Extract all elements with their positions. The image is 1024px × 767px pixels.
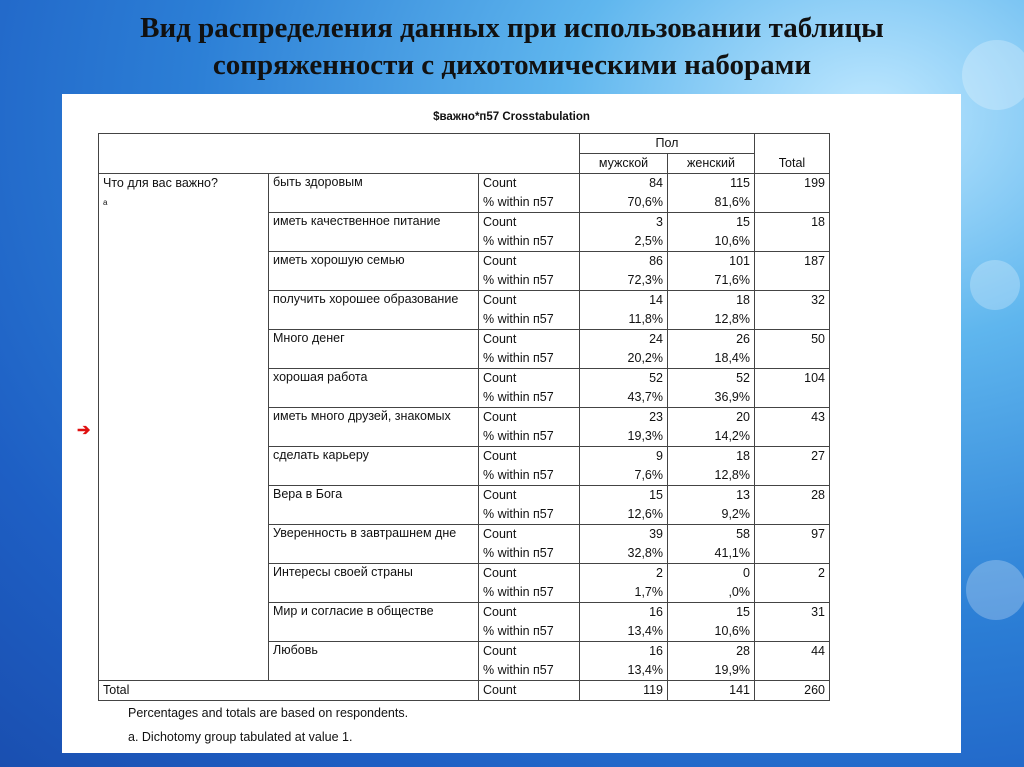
stat-pct-label: % within п57 — [479, 310, 580, 330]
male-count: 15 — [580, 486, 668, 506]
stat-count-label: Count — [479, 486, 580, 506]
row-label: иметь много друзей, знакомых — [269, 408, 479, 447]
header-blank — [99, 134, 580, 174]
row-label: Интересы своей страны — [269, 564, 479, 603]
row-total: 104 — [755, 369, 830, 408]
female-count: 18 — [668, 291, 755, 311]
male-pct: 72,3% — [580, 271, 668, 291]
male-count: 24 — [580, 330, 668, 350]
total-row-label: Total — [99, 681, 479, 701]
row-label: хорошая работа — [269, 369, 479, 408]
row-label: сделать карьеру — [269, 447, 479, 486]
row-total: 199 — [755, 174, 830, 213]
stat-pct-label: % within п57 — [479, 544, 580, 564]
row-label: быть здоровым — [269, 174, 479, 213]
female-pct: 71,6% — [668, 271, 755, 291]
female-pct: 10,6% — [668, 232, 755, 252]
female-count: 20 — [668, 408, 755, 428]
male-pct: 7,6% — [580, 466, 668, 486]
row-label: получить хорошее образование — [269, 291, 479, 330]
female-count: 52 — [668, 369, 755, 389]
male-count: 23 — [580, 408, 668, 428]
female-count: 13 — [668, 486, 755, 506]
stat-count-label: Count — [479, 213, 580, 233]
female-pct: 41,1% — [668, 544, 755, 564]
row-label: Уверенность в завтрашнем дне — [269, 525, 479, 564]
slide-title — [0, 10, 1024, 84]
male-pct: 70,6% — [580, 193, 668, 213]
row-total: 27 — [755, 447, 830, 486]
female-count: 28 — [668, 642, 755, 662]
stat-count-label: Count — [479, 369, 580, 389]
total-all: 260 — [755, 681, 830, 701]
male-count: 2 — [580, 564, 668, 584]
spss-output-sheet — [62, 94, 961, 753]
male-count: 16 — [580, 642, 668, 662]
female-pct: 18,4% — [668, 349, 755, 369]
female-count: 115 — [668, 174, 755, 194]
male-pct: 43,7% — [580, 388, 668, 408]
female-count: 101 — [668, 252, 755, 272]
stat-pct-label: % within п57 — [479, 427, 580, 447]
male-count: 52 — [580, 369, 668, 389]
dichotomy-superscript: a — [103, 198, 108, 207]
female-pct: 12,8% — [668, 310, 755, 330]
slide-title-line1: Вид распределения данных при использовании таблицы — [140, 12, 884, 44]
header-male: мужской — [580, 154, 668, 174]
stat-pct-label: % within п57 — [479, 193, 580, 213]
row-label: Мир и согласие в обществе — [269, 603, 479, 642]
female-pct: 36,9% — [668, 388, 755, 408]
stat-pct-label: % within п57 — [479, 466, 580, 486]
male-pct: 32,8% — [580, 544, 668, 564]
female-pct: ,0% — [668, 583, 755, 603]
stat-count-label: Count — [479, 642, 580, 662]
male-count: 9 — [580, 447, 668, 467]
male-pct: 1,7% — [580, 583, 668, 603]
female-count: 58 — [668, 525, 755, 545]
stat-pct-label: % within п57 — [479, 661, 580, 681]
stat-count-label: Count — [479, 447, 580, 467]
stat-pct-label: % within п57 — [479, 505, 580, 525]
row-group-label — [99, 174, 269, 681]
male-pct: 11,8% — [580, 310, 668, 330]
stat-count-label: Count — [479, 174, 580, 194]
male-pct: 12,6% — [580, 505, 668, 525]
male-pct: 20,2% — [580, 349, 668, 369]
row-label: Любовь — [269, 642, 479, 681]
male-count: 39 — [580, 525, 668, 545]
male-count: 16 — [580, 603, 668, 623]
female-pct: 10,6% — [668, 622, 755, 642]
row-total: 187 — [755, 252, 830, 291]
male-pct: 13,4% — [580, 661, 668, 681]
male-count: 14 — [580, 291, 668, 311]
stat-pct-label: % within п57 — [479, 622, 580, 642]
stat-pct-label: % within п57 — [479, 349, 580, 369]
decor-bubble — [966, 560, 1024, 620]
footnote-respondents: Percentages and totals are based on respondents. — [128, 706, 409, 720]
female-pct: 9,2% — [668, 505, 755, 525]
stat-pct-label: % within п57 — [479, 232, 580, 252]
total-row-stat: Count — [479, 681, 580, 701]
slide-title-line2: сопряженности с дихотомическими наборами — [212, 49, 812, 81]
stat-pct-label: % within п57 — [479, 583, 580, 603]
decor-bubble — [970, 260, 1020, 310]
stat-pct-label: % within п57 — [479, 388, 580, 408]
row-total: 18 — [755, 213, 830, 252]
row-total: 28 — [755, 486, 830, 525]
header-female: женский — [668, 154, 755, 174]
footnote-dichotomy: a. Dichotomy group tabulated at value 1. — [128, 730, 353, 744]
row-total: 32 — [755, 291, 830, 330]
row-total: 2 — [755, 564, 830, 603]
female-count: 18 — [668, 447, 755, 467]
stat-count-label: Count — [479, 291, 580, 311]
stat-count-label: Count — [479, 408, 580, 428]
male-count: 86 — [580, 252, 668, 272]
row-label: иметь хорошую семью — [269, 252, 479, 291]
female-pct: 81,6% — [668, 193, 755, 213]
total-female: 141 — [668, 681, 755, 701]
header-total-top — [755, 134, 830, 154]
female-count: 26 — [668, 330, 755, 350]
header-total: Total — [755, 154, 830, 174]
female-pct: 19,9% — [668, 661, 755, 681]
female-count: 15 — [668, 603, 755, 623]
crosstab-body — [99, 174, 902, 681]
header-group-pol: Пол — [580, 134, 755, 154]
row-total: 43 — [755, 408, 830, 447]
total-male: 119 — [580, 681, 668, 701]
stat-count-label: Count — [479, 330, 580, 350]
row-total: 31 — [755, 603, 830, 642]
female-pct: 12,8% — [668, 466, 755, 486]
crosstab-table — [98, 133, 902, 701]
female-pct: 14,2% — [668, 427, 755, 447]
male-pct: 2,5% — [580, 232, 668, 252]
row-group-label-text: Что для вас важно? — [103, 176, 218, 190]
row-label: иметь качественное питание — [269, 213, 479, 252]
stat-count-label: Count — [479, 525, 580, 545]
female-count: 15 — [668, 213, 755, 233]
arrow-marker-icon: ➔ — [77, 422, 91, 439]
female-count: 0 — [668, 564, 755, 584]
male-pct: 13,4% — [580, 622, 668, 642]
row-label: Много денег — [269, 330, 479, 369]
stat-count-label: Count — [479, 564, 580, 584]
male-pct: 19,3% — [580, 427, 668, 447]
row-total: 50 — [755, 330, 830, 369]
stat-count-label: Count — [479, 252, 580, 272]
crosstab-title: $важно*п57 Crosstabulation — [433, 111, 590, 123]
row-total: 44 — [755, 642, 830, 681]
stat-pct-label: % within п57 — [479, 271, 580, 291]
male-count: 3 — [580, 213, 668, 233]
stat-count-label: Count — [479, 603, 580, 623]
row-total: 97 — [755, 525, 830, 564]
row-label: Вера в Бога — [269, 486, 479, 525]
male-count: 84 — [580, 174, 668, 194]
